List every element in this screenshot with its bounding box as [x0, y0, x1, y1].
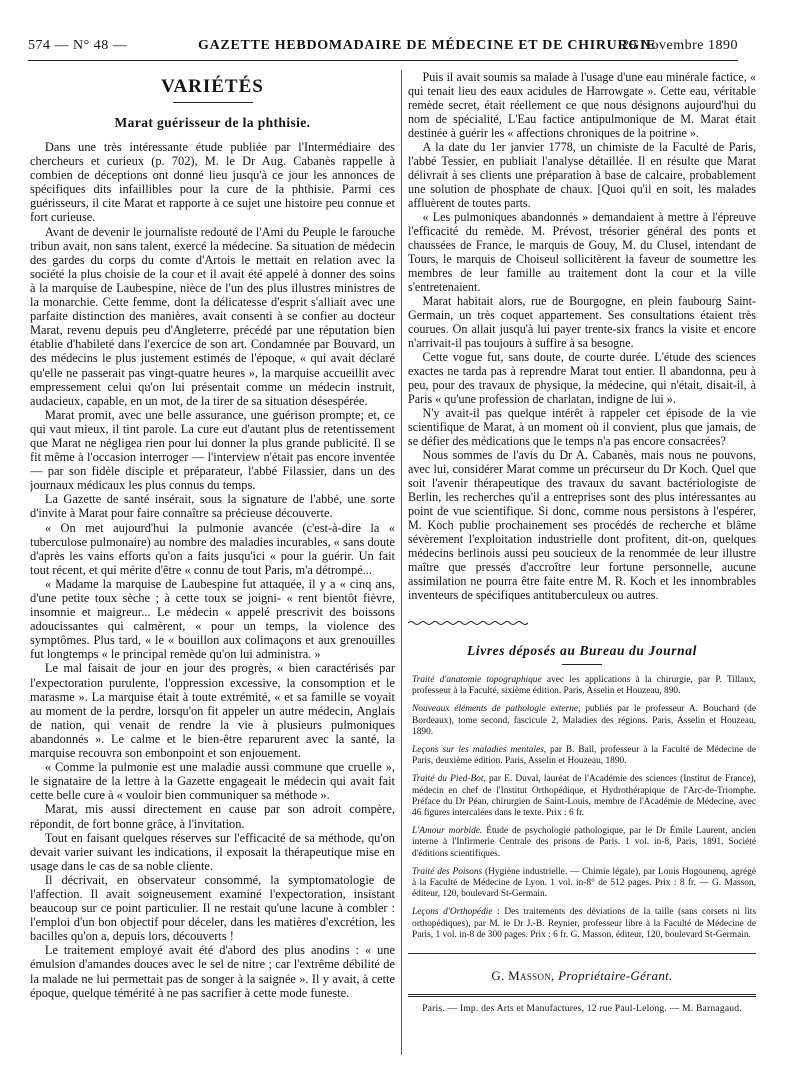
- book-entry: [408, 675, 756, 697]
- book-title: Leçons sur les maladies mentales,: [412, 745, 547, 756]
- publisher-name: G. Masson,: [491, 968, 555, 984]
- article-title: Marat guérisseur de la phthisie.: [114, 115, 311, 130]
- paragraph: A la date du 1er janvier 1778, un chimiste de la Faculté de Paris, l'abbé Tessier, en publiait l'analyse détaillée. Il en résulte que Marat délivrait à ses clients une préparation à base de calcaire, probablement une solution de phosphate de chaux. [Quoi qu'il en soit, les malades affluèrent de toutes parts.: [408, 140, 756, 210]
- books-section-title: Livres déposés au Bureau du Journal: [467, 643, 697, 658]
- imprint: Paris. — Imp. des Arts et Manufactures, 12 rue Paul-Lelong. — M. Barnagaud.: [422, 1003, 742, 1015]
- book-details: par E. Duval, lauréat de l'Académie des sciences (Institut de France), médecin en chef de l'Institut Orthopédique, et Hydrothérapique de l'Arc-de-Triomphe. Préface du Dr Péan, chirurgien de Saint-Louis, membre de l'Académie de Médecine, avec 46 figures intercalées dans le texte. Prix : 6 fr.: [412, 774, 756, 819]
- article-body-left: [30, 140, 395, 1000]
- ornamental-divider: [408, 620, 528, 626]
- imprint-rule: [408, 994, 756, 997]
- book-details: Étude de psychologie pathologique, par le Dr Émile Laurent, ancien interne à l'Infirmerie Centrale des prisons de Paris. 1 vol. in-8, Paris, 1891. Société d'éditions scientifiques.: [412, 826, 756, 859]
- right-column: [408, 70, 756, 1080]
- paragraph: « Les pulmoniques abandonnés » demandaient à mettre à l'épreuve l'efficacité du remède. M. Prévost, trésorier général des ponts et chaussées de France, le marquis de Gouy, M. du Clusel, intendant de Tours, le marquis de Choiseul sollicitèrent la faveur de soumettre les membres de leur famille au traitement dont la cour et la ville s'entretenaient.: [408, 210, 756, 294]
- paragraph: N'y avait-il pas quelque intérêt à rappeler cet épisode de la vie scientifique de Marat, à un moment où il convient, plus que jamais, de se défier des médications que le temps n'a pas encore consacrées?: [408, 406, 756, 448]
- paragraph: Puis il avait soumis sa malade à l'usage d'une eau minérale factice, « qui tenait lieu des eaux acidules de Harrowgate ». Cette eau, véritable remède secret, était réellement ce que nous désignons aujourd'hui du nom de spécialité, L'Eau factice antipulmonique de M. Marat était destinée à guérir les « affections chroniques de la poitrine ».: [408, 70, 756, 140]
- left-column: [30, 70, 395, 1070]
- column-separator: [401, 70, 402, 1055]
- book-details: publiés par le professeur A. Bouchard (de Bordeaux), tome second, fascicule 2, Maladies des régions. Paris, Asselin et Houzeau, 1890.: [412, 704, 756, 737]
- section-rule: [173, 102, 253, 103]
- book-details: (Hygiène industrielle. — Chimie légale), par Louis Hugounenq, agrégé à la Faculté de Médecine de Lyon. 1 vol. in-8° de 512 pages. Prix : 8 fr. — G. Masson, éditeur, 120, boulevard St-Germain.: [412, 866, 756, 900]
- journal-title: GAZETTE HEBDOMADAIRE DE MÉDECINE ET DE CHIRURGIE: [198, 38, 657, 53]
- book-title: Leçons d'Orthopédie: [412, 907, 493, 918]
- signature-rule: [408, 953, 756, 954]
- quote-paragraph: « On met aujourd'hui la pulmonie avancée (c'est-à-dire la « tuberculose pulmonaire) au nombre des maladies incurables, « sans doute d'après les vains efforts qu'on a faits jusqu'ici « pour la guérir. Un fait tout récent, et qui mérite d'être « connu de tout Paris, m'a détrompé...: [30, 520, 395, 577]
- paragraph: Nous sommes de l'avis du Dr A. Cabanès, mais nous ne pouvons, avec lui, considérer Marat comme un précurseur du Dr Koch. Quel que soit l'avenir thérapeutique des travaux du savant bactériologiste de Berlin, les recherches qu'il a entreprises sont des plus intéressantes au point de vue scientifique. Si donc, comme nous persistons à l'espérer, M. Koch publie prochainement ses procédés de recherche et blâme sévèrement l'exploitation industrielle dont profitent, dit-on, quelques médecins berlinois aussi peu soucieux de la renommée de leur illustre maître que pressés d'accroître leur fortune personnelle, aucune assimilation ne pourra être faite entre M. R. Koch et les innombrables inventeurs de spécifiques antituberculeux ou autres.: [408, 448, 756, 602]
- paragraph: Marat promit, avec une belle assurance, une guérison prompte; et, ce qui vaut mieux, il tint parole. La cure eut d'autant plus de retentissement que Marat ne négligea rien pour lui donner la plus grande publicité. Il se fit même à l'occasion interroger — l'interview n'était pas encore inventée — par son fidèle disciple et préparateur, l'abbé Filassier, dans un des journaux médicaux les plus connus du temps.: [30, 407, 395, 493]
- section-title: VARIÉTÉS: [161, 76, 264, 97]
- article-body-right: [408, 70, 756, 602]
- book-title: Traité des Poisons: [412, 866, 483, 877]
- signature: [408, 968, 756, 984]
- book-entry: [408, 867, 756, 901]
- paragraph: Cette vogue fut, sans doute, de courte durée. L'étude des sciences exactes ne tarda pas à reprendre Marat tout entier. Il abandonna, peu à peu, pour des travaux de physique, la médecine, qui n'était, disait-il, à Paris « qu'une profession de charlatan, indigne de lui ».: [408, 350, 756, 406]
- books-list: [408, 675, 756, 941]
- header-rule: [28, 60, 738, 61]
- books-rule: [562, 664, 602, 665]
- book-entry: [408, 745, 756, 767]
- paragraph: « Comme la pulmonie est une maladie aussi commune que cruelle », le signataire de la lettre à la Gazette engageait le médecin qui avait fait cette belle cure à « vouloir bien communiquer sa méthode ».: [30, 760, 395, 803]
- paragraph: Il décrivait, en observateur consommé, la symptomatologie de l'affection. Il avait soigneusement examiné l'expectoration, insistant beaucoup sur ce point particulier. Il ne restait qu'une lacune à combler : l'emploi d'un bon objectif pour déceler, dans les matières d'excrétion, les bacilles qu'on a, depuis lors, découverts !: [30, 872, 395, 944]
- book-title: Nouveaux éléments de pathologie externe,: [412, 704, 581, 715]
- paragraph: Marat habitait alors, rue de Bourgogne, en plein faubourg Saint-Germain, un très coquet appartement. Ses consultations étaient très courues. On allait jusqu'à lui payer trente-six francs la visite et encore n'arrivait-il pas toujours à suffire à sa besogne.: [408, 294, 756, 350]
- page-number: 574 — N° 48 —: [28, 38, 128, 53]
- book-title: Traité d'anatomie topographique: [412, 675, 542, 685]
- paragraph: Dans une très intéressante étude publiée par l'Intermédiaire des chercheurs et curieux (p. 702), M. le Dr Aug. Cabanès rappelle à combien de déceptions ont donné lieu jusqu'à ce jour les annonces de spécifiques dits infaillibles pour la cure de la phthisie. Parmi ces guérisseurs, il cite Marat et rapporte à ce sujet une histoire peu connue et fort curieuse.: [30, 140, 395, 225]
- book-details: : Des traitements des déviations de la taille (sans corsets ni lits orthopédiques), par M. le Dr J.-B. Reynier, professeur libre à la Faculté de Médecine de Paris, 1 vol. in-8 de 300 pages. Prix : 6 fr. G. Masson, éditeur, 120, boulevard St-Germain.: [412, 907, 756, 940]
- book-entry: [408, 704, 756, 738]
- book-entry: [408, 774, 756, 819]
- paragraph: Avant de devenir le journaliste redouté de l'Ami du Peuple le farouche tribun avait, non sans talent, exercé la médecine. Sa situation de médecin des gardes du corps du comte d'Artois le mettait en relation avec la société la plus choisie de la cour et il avait été appelé à donner des soins à la marquise de Laubespine, nièce de l'un des plus illustres ministres de la monarchie. Cette femme, dont la délicatesse d'esprit s'alliait avec une parfaite distinction des manières, avait consenti à se confier au docteur Marat, revenu depuis peu d'Angleterre, précédé par une réputation bien établie d'habileté dans l'exercice de son art. Condamnée par Bouvard, un des médecins le plus justement estimés de l'époque, « qui avait déclaré qu'elle ne passerait pas vingt-quatre heures », la marquise accueillit avec empressement celui qu'on lui présentait comme un médecin instruit, audacieux, capable, en un mot, de la tirer de sa situation désespérée.: [30, 224, 395, 408]
- book-entry: [408, 826, 756, 860]
- book-details: par B. Ball, professeur à la Faculté de Médecine de Paris, deuxième édition. Paris, Asselin et Houzeau, 1890.: [412, 745, 756, 767]
- book-details: avec les applications à la chirurgie, par P. Tillaux, professeur à la Faculté, sixième édition. Paris, Asselin et Houzeau, 890.: [412, 675, 756, 697]
- paragraph: Marat, mis aussi directement en cause par son adroit compère, répondit, de fort bonne grâce, à l'invitation.: [30, 802, 395, 831]
- paragraph: La Gazette de santé insérait, sous la signature de l'abbé, une sorte d'invite à Marat pour faire connaître sa précieuse découverte.: [30, 492, 395, 521]
- book-title: Traité du Pied-Bot,: [412, 774, 486, 785]
- quote-paragraph: « Madame la marquise de Laubespine fut attaquée, il y a « cinq ans, d'une petite toux sèche ; à cette toux se joigni- « rent bientôt fièvre, insomnie et maigreur... Le médecin « appelé prescrivit des boissons adoucissantes qui calmèrent, « pour un temps, la violence des symptômes. Plus tard, « le « bouillon aux colimaçons et aux grenouilles fut longtemps « le principal remède qu'on lui administra. »: [30, 576, 395, 662]
- issue-date: 29 Novembre 1890: [621, 38, 738, 53]
- paragraph: Tout en faisant quelques réserves sur l'efficacité de sa méthode, qu'on devait varier suivant les indications, il exposait la thérapeutique mise en usage dans le cas de sa noble cliente.: [30, 830, 395, 873]
- running-head: [28, 38, 738, 58]
- publisher-role: Propriétaire-Gérant.: [558, 968, 673, 984]
- book-title: L'Amour morbide.: [412, 826, 483, 837]
- paragraph: Le traitement employé avait été d'abord des plus anodins : « une émulsion d'amandes douces avec le sel de nitre ; car l'extrême débilité de la malade ne lui permettait pas de songer à la saignée ». Il y avait, à cette époque, quelque témérité à ne pas sacrifier à cette mode funeste.: [30, 943, 395, 1000]
- book-entry: [408, 907, 756, 941]
- paragraph: Le mal faisait de jour en jour des progrès, « bien caractérisés par l'expectoration purulente, l'oppression excessive, la consomption et le marasme ». La marquise était à toute extrémité, « et sa famille se voyait au moment de la perdre, lorsqu'on fit appeler un autre médecin, Anglais de nation, qui venait de rendre la vie à plusieurs pulmoniques abandonnés ». Le calme et le bien-être reparurent avec la santé, la marquise recouvra son embonpoint et son enjouement.: [30, 661, 395, 761]
